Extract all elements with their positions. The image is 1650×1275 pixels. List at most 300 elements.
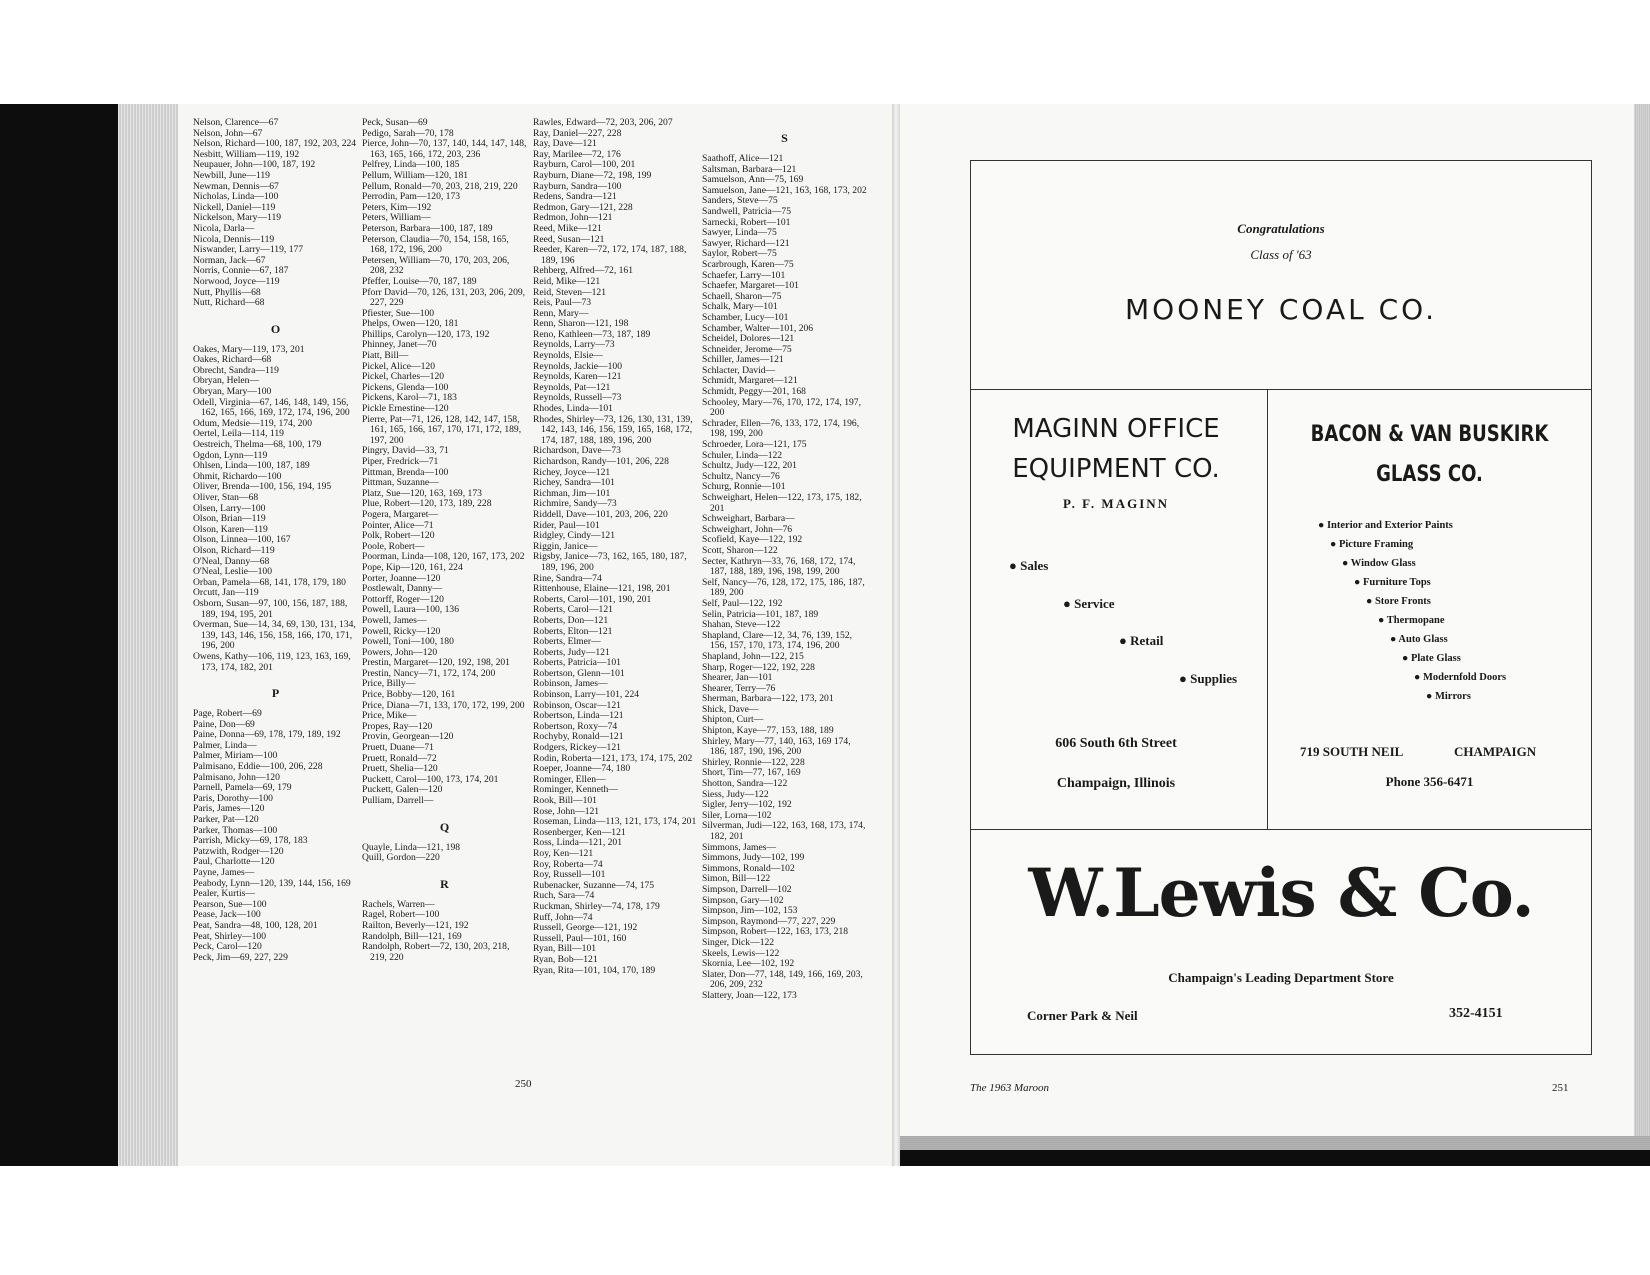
index-entry: Peters, William— <box>362 212 431 224</box>
index-entry: Reynolds, Jackie—100 <box>533 360 622 372</box>
index-entry: Schweighart, Helen—122, 173, 175, 182, 201 <box>702 492 862 514</box>
index-entry: Roy, Roberta—74 <box>533 858 603 870</box>
bullet-sales: ● Sales <box>1009 558 1049 573</box>
index-entry: Price, Mike— <box>362 710 417 722</box>
index-entry: Peck, Susan—69 <box>362 117 428 128</box>
index-entry: Schroeder, Lora—121, 175 <box>702 439 807 451</box>
index-entry: Oertel, Leila—114, 119 <box>193 428 284 440</box>
index-entry: Randolph, Bill—121, 169 <box>362 930 462 942</box>
index-entry: Shirley, Mary—77, 140, 163, 169 174, 186, 187, 190, 196, 200 <box>702 735 851 758</box>
index-entry: Roberts, Elton—121 <box>533 625 613 637</box>
w-lewis-logo: W.Lewis & Co. <box>1028 854 1534 932</box>
index-entry: Oliver, Brenda—100, 156, 194, 195 <box>193 481 332 493</box>
index-entry: Olson, Linnea—100, 167 <box>193 534 291 546</box>
index-entry: Reynolds, Karen—121 <box>533 371 622 383</box>
index-entry: Sawyer, Linda—75 <box>702 227 777 239</box>
left-page-number: 250 <box>515 1078 532 1090</box>
index-entry: Peters, Kim—192 <box>362 201 432 213</box>
index-entry: Ryan, Rita—101, 104, 170, 189 <box>533 964 656 976</box>
index-entry: Randolph, Robert—72, 130, 203, 218, 219, 220 <box>362 941 510 963</box>
bacon-phone: Phone 356-6471 <box>1385 774 1474 789</box>
index-entry: Simmons, Judy—102, 199 <box>702 852 805 864</box>
index-entry: Payne, James— <box>193 867 255 878</box>
index-entry: Ray, Dave—121 <box>533 138 597 150</box>
index-entry: Schultz, Judy—122, 201 <box>702 460 797 472</box>
index-entry: Polk, Robert—120 <box>362 530 435 542</box>
index-entry: Powell, Ricky—120 <box>362 625 441 637</box>
index-entry: Schalk, Mary—101 <box>702 301 778 313</box>
index-entry: Pfiester, Sue—100 <box>362 307 435 319</box>
index-entry: Reed, Mike—121 <box>533 222 602 234</box>
index-entry: Schneider, Jerome—75 <box>702 343 792 355</box>
index-entry: Sherman, Barbara—122, 173, 201 <box>702 693 834 705</box>
index-entry: Roberts, Patricia—101 <box>533 657 621 669</box>
index-entry: Propes, Ray—120 <box>362 720 433 732</box>
index-column-4 <box>702 118 867 1002</box>
bacon-bullet-2: ● Picture Framing <box>1330 539 1414 550</box>
index-entry: Russell, Paul—101, 160 <box>533 932 627 944</box>
maginn-name-line1: MAGINN OFFICE <box>1012 414 1220 444</box>
index-entry: Sanders, Steve—75 <box>702 195 778 207</box>
index-entry: Schooley, Mary—76, 170, 172, 174, 197, 200 <box>702 396 861 419</box>
index-entry: Ogdon, Lynn—119 <box>193 449 268 461</box>
index-entry: Price, Bobby—120, 161 <box>362 689 456 701</box>
index-entry: Shahan, Steve—122 <box>702 619 781 631</box>
index-entry: Schweighart, John—76 <box>702 523 793 535</box>
bottom-page-edges <box>900 1136 1650 1150</box>
index-entry: Rehberg, Alfred—72, 161 <box>533 265 634 277</box>
index-entry: Rayburn, Carol—100, 201 <box>533 159 636 171</box>
index-column-2 <box>362 118 527 963</box>
index-entry: Railton, Beverly—121, 192 <box>362 919 469 931</box>
index-entry: Saltsman, Barbara—121 <box>702 163 797 175</box>
index-entry: Olson, Karen—119 <box>193 523 268 535</box>
index-entry: Nelson, Clarence—67 <box>193 117 279 128</box>
index-entry: Postlewalt, Danny— <box>362 583 442 595</box>
index-entry: Pierre, Pat—71, 126, 128, 142, 147, 158, 161, 165, 166, 167, 170, 171, 172, 189, 197, 200 <box>362 413 522 446</box>
left-page-edges <box>118 104 178 1166</box>
index-entry: Shipton, Curt— <box>702 714 764 726</box>
index-entry: Rook, Bill—101 <box>533 795 597 806</box>
index-entry: Shapland, John—122, 215 <box>702 650 804 662</box>
index-entry: Pellum, William—120, 181 <box>362 169 469 181</box>
index-entry: Pickle Ernestine—120 <box>362 403 449 415</box>
index-entry: Richman, Jim—101 <box>533 487 611 499</box>
index-entry: O'Neal, Danny—68 <box>193 555 270 567</box>
index-entry: Ridgley, Cindy—121 <box>533 530 615 542</box>
index-entry: Pickens, Glenda—100 <box>362 381 449 393</box>
index-entry: Platz, Sue—120, 163, 169, 173 <box>362 487 482 499</box>
index-entry: Shick, Dave— <box>702 703 759 715</box>
index-entry: Scofield, Kaye—122, 192 <box>702 534 803 546</box>
index-entry: Peat, Sandra—48, 100, 128, 201 <box>193 919 318 931</box>
index-entry: Rittenhouse, Elaine—121, 198, 201 <box>533 583 671 595</box>
index-entry: Rigsby, Janice—73, 162, 165, 180, 187, 189, 196, 200 <box>533 551 687 573</box>
index-entry: Samuelson, Ann—75, 169 <box>702 174 804 186</box>
index-entry: Palmisano, John—120 <box>193 771 280 783</box>
index-entry: Ray, Daniel—227, 228 <box>533 127 622 139</box>
index-entry: Pforr David—70, 126, 131, 203, 206, 209, 227, 229 <box>362 286 526 309</box>
index-entry: Reynolds, Larry—73 <box>533 339 615 351</box>
index-entry: Olson, Brian—119 <box>193 513 266 525</box>
index-entry: Ohlsen, Linda—100, 187, 189 <box>193 460 310 472</box>
index-entry: Schaell, Sharon—75 <box>702 290 782 302</box>
index-entry: Sigler, Jerry—102, 192 <box>702 799 792 811</box>
index-entry: Orcutt, Jan—119 <box>193 587 259 599</box>
index-entry: Palmer, Miriam—100 <box>193 750 278 762</box>
index-entry: Redmon, John—121 <box>533 212 613 224</box>
index-entry: Siess, Judy—122 <box>702 788 769 800</box>
index-entry: Pealer, Kurtis— <box>193 888 255 900</box>
index-entry: Redmon, Gary—121, 228 <box>533 201 633 213</box>
index-entry: Richey, Sandra—101 <box>533 477 615 489</box>
index-entry: Pelfrey, Linda—100, 185 <box>362 159 460 171</box>
index-entry: Short, Tim—77, 167, 169 <box>702 767 801 779</box>
index-entry: Newman, Dennis—67 <box>193 180 279 192</box>
bullet-supplies: ● Supplies <box>1179 671 1238 686</box>
index-entry: Peck, Jim—69, 227, 229 <box>193 951 288 963</box>
index-entry: Schaefer, Margaret—101 <box>702 280 799 292</box>
index-entry: Nickell, Daniel—119 <box>193 201 276 213</box>
index-entry: Niswander, Larry—119, 177 <box>193 244 304 256</box>
index-entry: Rine, Sandra—74 <box>533 572 602 584</box>
index-entry: Powell, Laura—100, 136 <box>362 604 459 616</box>
index-entry: Piatt, Bill— <box>362 350 409 362</box>
index-entry: Robertson, Roxy—74 <box>533 720 618 732</box>
index-entry: Pittman, Suzanne— <box>362 477 439 489</box>
index-entry: Simmons, James— <box>702 841 777 853</box>
right-page-number: 251 <box>1552 1082 1569 1094</box>
index-entry: Pfeffer, Louise—70, 187, 189 <box>362 275 477 287</box>
index-entry: Schlacter, David— <box>702 364 776 376</box>
index-entry: Samuelson, Jane—121, 163, 168, 173, 202 <box>702 184 867 196</box>
index-entry: Newbill, June—119 <box>193 169 270 181</box>
section-letter: R <box>440 876 449 891</box>
index-entry: Rachels, Warren— <box>362 898 435 910</box>
index-entry: Slater, Don—77, 148, 149, 166, 169, 203, 206, 209, 232 <box>702 968 863 991</box>
maginn-address: 606 South 6th Street <box>1055 736 1177 751</box>
index-entry: Parker, Thomas—100 <box>193 824 278 836</box>
index-entry: Secter, Kathryn—33, 76, 168, 172, 174, 187, 188, 189, 196, 198, 199, 200 <box>702 555 856 578</box>
book-gutter <box>892 104 900 1166</box>
bacon-bullet-10: ● Mirrors <box>1426 691 1471 702</box>
index-entry: Ray, Marilee—72, 176 <box>533 148 621 160</box>
index-entry: Perrodin, Pam—120, 173 <box>362 191 461 203</box>
index-entry: Schurg, Ronnie—101 <box>702 481 786 493</box>
index-entry: Pope, Kip—120, 161, 224 <box>362 561 463 573</box>
index-entry: Reynolds, Russell—73 <box>533 392 622 404</box>
index-entry: Nicola, Darla— <box>193 222 255 234</box>
index-entry: Pingry, David—33, 71 <box>362 445 449 457</box>
index-entry: Obryan, Helen— <box>193 375 260 387</box>
index-entry: Porter, Joanne—120 <box>362 572 441 584</box>
index-entry: Nelson, John—67 <box>193 127 263 139</box>
index-entry: Reid, Mike—121 <box>533 275 601 287</box>
index-entry: Reid, Steven—121 <box>533 286 607 298</box>
index-entry: Puckett, Carol—100, 173, 174, 201 <box>362 773 499 785</box>
index-entry: Osborn, Susan—97, 100, 156, 187, 188, 189, 194, 195, 201 <box>193 597 348 620</box>
index-entry: Oestreich, Thelma—68, 100, 179 <box>193 439 322 451</box>
w-lewis-tagline: Champaign's Leading Department Store <box>1168 970 1394 985</box>
index-entry: Selin, Patricia—101, 187, 189 <box>702 608 819 620</box>
index-entry: Skeels, Lewis—122 <box>702 947 780 959</box>
index-entry: Pellum, Ronald—70, 203, 218, 219, 220 <box>362 180 518 192</box>
index-entry: Richmire, Sandy—73 <box>533 498 617 510</box>
index-column-1 <box>193 118 358 963</box>
index-entry: Sarnecki, Robert—101 <box>702 216 791 228</box>
index-entry: Ohmit, Richardo—100 <box>193 470 282 482</box>
index-entry: Schamber, Lucy—101 <box>702 311 789 323</box>
index-entry: Powell, James— <box>362 614 427 626</box>
index-entry: Olson, Richard—119 <box>193 544 275 556</box>
index-entry: Pulliam, Darrell— <box>362 795 434 806</box>
index-entry: Silverman, Judi—122, 163, 168, 173, 174, 182, 201 <box>702 820 866 842</box>
index-entry: Obryan, Mary—100 <box>193 386 272 398</box>
index-entry: Pittman, Brenda—100 <box>362 466 449 478</box>
index-column-3 <box>533 118 698 976</box>
index-entry: Roberts, Carol—101, 190, 201 <box>533 593 652 605</box>
index-entry: Siler, Lorna—102 <box>702 809 772 821</box>
index-entry: Paine, Don—69 <box>193 718 255 730</box>
index-entry: Reynolds, Elsie— <box>533 350 603 362</box>
index-entry: Schweighart, Barbara— <box>702 513 795 525</box>
mooney-name: MOONEY COAL CO. <box>1125 293 1437 326</box>
index-entry: Prestin, Margaret—120, 192, 198, 201 <box>362 657 510 669</box>
maginn-name-line2: EQUIPMENT CO. <box>1012 454 1220 484</box>
index-entry: Peck, Carol—120 <box>193 941 262 953</box>
bullet-service: ● Service <box>1063 596 1115 611</box>
index-entry: Norris, Connie—67, 187 <box>193 265 289 277</box>
bacon-name-line1: BACON & VAN BUSKIRK <box>1310 422 1549 447</box>
section-letter: P <box>271 686 280 701</box>
index-entry: Rider, Paul—101 <box>533 519 600 531</box>
index-entry: Roseman, Linda—113, 121, 173, 174, 201 <box>533 816 697 828</box>
index-entry: Simpson, Raymond—77, 227, 229 <box>702 915 836 927</box>
index-entry: Norman, Jack—67 <box>193 254 266 266</box>
index-entry: Roberts, Judy—121 <box>533 646 610 658</box>
index-entry: Roy, Ken—121 <box>533 847 594 859</box>
index-entry: Pointer, Alice—71 <box>362 519 434 531</box>
index-entry: Odum, Medsie—119, 174, 200 <box>193 417 313 429</box>
index-entry: Robertson, Linda—121 <box>533 710 624 722</box>
index-entry: Roberts, Elmer— <box>533 636 601 648</box>
index-entry: Peabody, Lynn—120, 139, 144, 156, 169 <box>193 877 351 889</box>
index-entry: Powers, John—120 <box>362 646 438 658</box>
index-entry: Schultz, Nancy—76 <box>702 470 780 482</box>
index-entry: Redens, Sandra—121 <box>533 191 617 203</box>
maginn-ad <box>970 389 1268 831</box>
index-entry: Pickens, Karol—71, 183 <box>362 392 457 404</box>
bacon-bullet-4: ● Furniture Tops <box>1354 577 1431 588</box>
index-entry: Palmer, Linda— <box>193 739 257 751</box>
index-entry: Reno, Kathleen—73, 187, 189 <box>533 328 651 340</box>
index-entry: Schaefer, Larry—101 <box>702 269 786 281</box>
bacon-van-buskirk-ad <box>1267 389 1592 831</box>
index-entry: Oliver, Stan—68 <box>193 492 259 503</box>
index-entry: Phillips, Carolyn—120, 173, 192 <box>362 328 490 340</box>
index-entry: Roy, Russell—101 <box>533 869 606 881</box>
index-entry: Oakes, Mary—119, 173, 201 <box>193 343 305 355</box>
index-entry: Ryan, Bob—121 <box>533 953 598 965</box>
index-entry: Parker, Pat—120 <box>193 814 259 826</box>
index-entry: Rhodes, Shirley—73, 126, 130, 131, 139, 142, 143, 146, 156, 159, 165, 168, 172, 174, 187, 188, 189, 196, 200 <box>533 413 693 446</box>
footer-title: The 1963 Maroon <box>970 1082 1050 1094</box>
bacon-bullet-9: ● Modernfold Doors <box>1414 672 1507 683</box>
index-entry: Nicholas, Linda—100 <box>193 191 279 203</box>
index-entry: Rhodes, Linda—101 <box>533 403 613 415</box>
index-entry: Simon, Bill—122 <box>702 873 771 885</box>
index-entry: Rayburn, Diane—72, 198, 199 <box>533 169 652 181</box>
index-entry: Ross, Linda—121, 201 <box>533 837 623 849</box>
index-entry: Poorman, Linda—108, 120, 167, 173, 202 <box>362 551 525 563</box>
index-entry: Rawles, Edward—72, 203, 206, 207 <box>533 117 673 128</box>
index-entry: Paul, Charlotte—120 <box>193 856 275 868</box>
index-entry: O'Neal, Leslie—100 <box>193 566 272 578</box>
index-entry: Pease, Jack—100 <box>193 909 261 921</box>
index-entry: Scheidel, Dolores—121 <box>702 333 795 345</box>
index-entry: Provin, Georgean—120 <box>362 731 454 743</box>
index-entry: Rayburn, Sandra—100 <box>533 180 622 192</box>
index-entry: Odell, Virginia—67, 146, 148, 149, 156, 162, 165, 166, 169, 172, 174, 196, 200 <box>193 396 350 419</box>
index-entry: Pottorff, Roger—120 <box>362 593 444 605</box>
w-lewis-address: Corner Park & Neil <box>1027 1008 1138 1023</box>
index-entry: Simpson, Darrell—102 <box>702 883 792 895</box>
section-letter: Q <box>439 819 450 834</box>
maginn-city: Champaign, Illinois <box>1056 776 1176 791</box>
index-entry: Simpson, Gary—102 <box>702 894 784 906</box>
index-entry: Pearson, Sue—100 <box>193 898 267 910</box>
index-entry: Roeper, Joanne—74, 180 <box>533 763 631 775</box>
index-entry: Rodin, Roberta—121, 173, 174, 175, 202 <box>533 752 693 764</box>
index-entry: Pruett, Ronald—72 <box>362 752 437 764</box>
index-entry: Puckett, Galen—120 <box>362 784 443 796</box>
index-entry: Shipton, Kaye—77, 153, 188, 189 <box>702 725 834 737</box>
index-entry: Riggin, Janice— <box>533 540 598 552</box>
index-entry: Price, Diana—71, 133, 170, 172, 199, 200 <box>362 699 525 711</box>
index-entry: Scott, Sharon—122 <box>702 544 778 556</box>
w-lewis-phone: 352-4151 <box>1449 1006 1503 1021</box>
index-entry: Richey, Joyce—121 <box>533 466 611 478</box>
index-entry: Self, Nancy—76, 128, 172, 175, 186, 187, 189, 200 <box>702 576 865 599</box>
index-entry: Ruch, Sara—74 <box>533 890 595 902</box>
index-entry: Rose, John—121 <box>533 805 600 817</box>
index-entry: Sawyer, Richard—121 <box>702 237 790 249</box>
index-entry: Schamber, Walter—101, 206 <box>702 322 814 334</box>
index-entry: Oakes, Richard—68 <box>193 354 272 366</box>
index-entry: Rodgers, Rickey—121 <box>533 742 621 754</box>
index-entry: Paine, Donna—69, 178, 179, 189, 192 <box>193 729 341 741</box>
index-entry: Reynolds, Pat—121 <box>533 381 611 393</box>
index-entry: Simpson, Robert—122, 163, 173, 218 <box>702 926 849 938</box>
index-entry: Schmidt, Margaret—121 <box>702 375 798 387</box>
index-entry: Reis, Paul—73 <box>533 297 592 309</box>
index-entry: Owens, Kathy—106, 119, 123, 163, 169, 173, 174, 182, 201 <box>193 650 351 673</box>
index-entry: Shotton, Sandra—122 <box>702 778 788 790</box>
index-entry: Powell, Toni—100, 180 <box>362 636 454 648</box>
index-entry: Simpson, Jim—102, 153 <box>702 905 798 917</box>
index-entry: Sandwell, Patricia—75 <box>702 205 791 217</box>
bacon-bullet-3: ● Window Glass <box>1342 558 1416 569</box>
index-entry: Simmons, Ronald—102 <box>702 862 795 874</box>
index-entry: Reed, Susan—121 <box>533 233 605 245</box>
index-entry: Ragel, Robert—100 <box>362 909 440 921</box>
index-entry: Self, Paul—122, 192 <box>702 597 783 609</box>
index-entry: Orban, Pamela—68, 141, 178, 179, 180 <box>193 576 346 588</box>
index-entry: Phelps, Owen—120, 181 <box>362 318 459 330</box>
index-entry: Robinson, James— <box>533 678 608 690</box>
index-entry: Skornia, Lee—102, 192 <box>702 958 795 970</box>
index-entry: Overman, Sue—14, 34, 69, 130, 131, 134, 139, 143, 146, 156, 158, 166, 170, 171, 196, 200 <box>193 619 356 652</box>
index-entry: Rochyby, Ronald—121 <box>533 731 624 743</box>
index-entry: Pickel, Alice—120 <box>362 360 436 372</box>
index-entry: Patzwith, Rodger—120 <box>193 845 284 857</box>
index-entry: Pogera, Margaret— <box>362 508 439 520</box>
index-entry: Shapland, Clare—12, 34, 76, 139, 152, 156, 157, 170, 173, 174, 196, 200 <box>702 629 853 652</box>
index-entry: Ryan, Bill—101 <box>533 943 597 955</box>
section-letter: O <box>270 321 281 336</box>
index-entry: Rominger, Kenneth— <box>533 784 618 796</box>
index-entry: Obrecht, Sandra—119 <box>193 364 279 376</box>
mooney-coal-ad <box>970 160 1592 392</box>
index-entry: Nicola, Dennis—119 <box>193 233 275 245</box>
index-entry: Paris, Dorothy—100 <box>193 792 273 804</box>
bacon-city: CHAMPAIGN <box>1454 744 1537 759</box>
index-entry: Peterson, Barbara—100, 187, 189 <box>362 222 493 234</box>
index-entry: Roberts, Carol—121 <box>533 604 613 616</box>
index-entry: Shearer, Jan—101 <box>702 672 773 684</box>
index-entry: Reeder, Karen—72, 172, 174, 187, 188, 189, 196 <box>533 244 687 266</box>
right-page-edges <box>1634 104 1650 1144</box>
index-entry: Nelson, Richard—100, 187, 192, 203, 224 <box>193 138 357 150</box>
index-entry: Quayle, Linda—121, 198 <box>362 841 461 853</box>
bacon-bullet-8: ● Plate Glass <box>1402 653 1461 664</box>
index-entry: Petersen, William—70, 170, 203, 206, 208, 232 <box>362 254 510 277</box>
w-lewis-ad <box>970 829 1592 1055</box>
index-entry: Schuler, Linda—122 <box>702 449 783 461</box>
index-entry: Richardson, Dave—73 <box>533 445 621 457</box>
index-entry: Parrish, Micky—69, 178, 183 <box>193 835 308 847</box>
index-entry: Sharp, Roger—122, 192, 228 <box>702 661 815 673</box>
maginn-owner: P. F. MAGINN <box>1062 496 1170 511</box>
index-entry: Paris, James—120 <box>193 803 265 815</box>
index-entry: Slattery, Joan—122, 173 <box>702 989 797 1001</box>
index-entry: Riddell, Dave—101, 203, 206, 220 <box>533 508 668 520</box>
index-entry: Pickel, Charles—120 <box>362 371 445 383</box>
index-entry: Quill, Gordon—220 <box>362 852 440 864</box>
index-entry: Ruckman, Shirley—74, 178, 179 <box>533 900 660 912</box>
index-entry: Richardson, Randy—101, 206, 228 <box>533 456 669 467</box>
index-entry: Pedigo, Sarah—70, 178 <box>362 127 454 139</box>
index-entry: Pierce, John—70, 137, 140, 144, 147, 148, 163, 165, 166, 172, 203, 236 <box>362 138 527 160</box>
index-entry: Saathoff, Alice—121 <box>702 153 784 164</box>
index-entry: Saylor, Robert—75 <box>702 248 777 260</box>
class-text: Class of '63 <box>1250 247 1312 262</box>
index-entry: Neupauer, John—100, 187, 192 <box>193 159 316 171</box>
index-entry: Russell, George—121, 192 <box>533 922 638 934</box>
index-entry: Pruett, Duane—71 <box>362 742 434 754</box>
index-entry: Piper, Fredrick—71 <box>362 456 439 467</box>
index-entry: Nutt, Richard—68 <box>193 297 265 309</box>
index-entry: Rosenberger, Ken—121 <box>533 826 626 838</box>
bacon-bullet-7: ● Auto Glass <box>1390 634 1448 645</box>
section-letter: S <box>781 131 788 145</box>
index-entry: Rominger, Ellen— <box>533 773 606 785</box>
index-entry: Singer, Dick—122 <box>702 936 775 948</box>
index-entry: Price, Billy— <box>362 678 416 690</box>
index-entry: Shearer, Terry—76 <box>702 682 776 694</box>
index-entry: Peat, Shirley—100 <box>193 930 267 942</box>
index-entry: Nickelson, Mary—119 <box>193 212 282 224</box>
